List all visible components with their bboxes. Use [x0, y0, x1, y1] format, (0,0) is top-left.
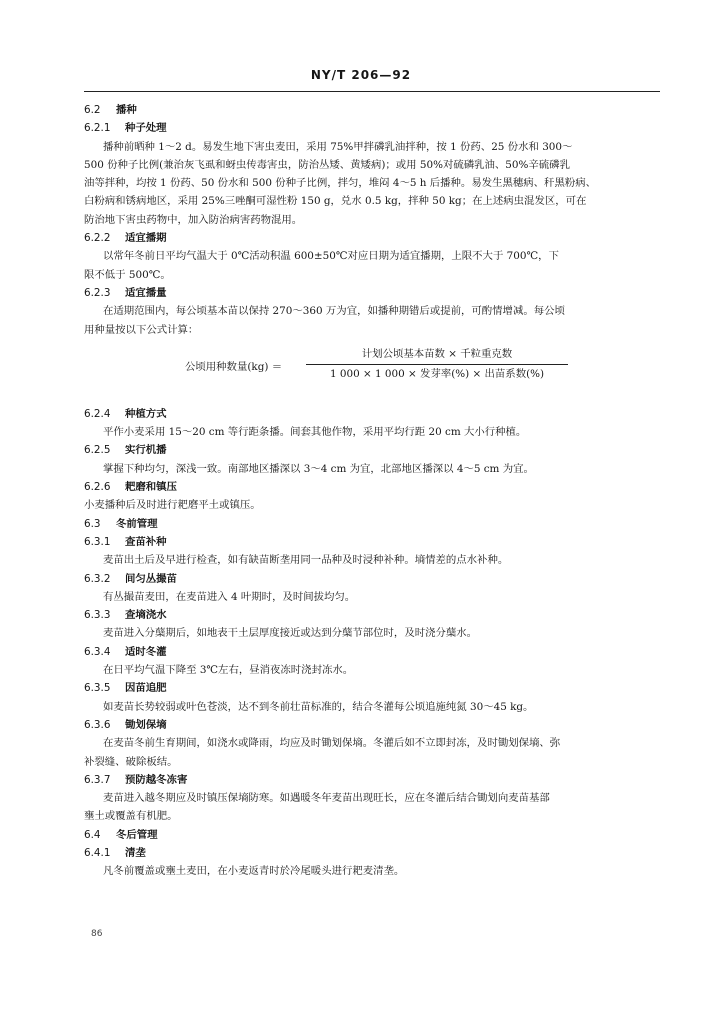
page-number: 86	[91, 929, 103, 939]
section-title: 锄划保墒	[125, 718, 167, 731]
section-title: 种植方式	[125, 407, 167, 420]
section-title: 种子处理	[125, 122, 167, 135]
section-title: 间匀丛撮苗	[125, 572, 177, 585]
section-title: 适时冬灌	[125, 645, 167, 658]
section-title: 因苗追肥	[125, 682, 167, 695]
section-6-3	[84, 515, 664, 533]
paragraph-line: 用种量按以下公式计算：	[84, 323, 199, 336]
paragraph-line: 有丛撮苗麦田，在麦苗进入 4 叶期时，及时间拔均匀。	[103, 590, 356, 603]
paragraph-line: 限不低于 500℃。	[84, 268, 171, 281]
section-number: 6.2.5	[84, 444, 111, 457]
paragraph-line: 油等拌种，均按 1 份药、50 份水和 500 份种子比例，拌匀，堆闷 4～5 h 后播种。易发生黑穗病、秆黑粉病、	[84, 177, 597, 190]
section-number: 6.2.3	[84, 286, 111, 299]
section-6-3-1	[84, 533, 664, 551]
section-6-2-3	[84, 284, 664, 302]
section-6-2-5	[84, 441, 664, 459]
paragraph-line: 在麦苗冬前生育期间，如浇水或降雨，均应及时锄划保墒。冬灌后如不立即封冻，及时锄划保墒、弥	[103, 737, 561, 750]
section-title: 清垄	[125, 846, 146, 859]
paragraph-line: 如麦苗长势较弱或叶色苍淡，达不到冬前壮苗标准的，结合冬灌每公顷追施纯氮 30～45 kg。	[103, 700, 534, 713]
paragraph-line: 在适期范围内，每公顷基本苗以保持 270～360 万为宜，如播种期错后或提前，可酌情增减。每公顷	[103, 305, 565, 318]
paragraph-line: 凡冬前覆盖或壅土麦田，在小麦返青时於冷尾暖头进行耙麦清垄。	[103, 865, 405, 878]
section-6-3-7	[84, 771, 664, 789]
section-title: 预防越冬冻害	[125, 773, 188, 786]
section-number: 6.4	[84, 828, 101, 841]
section-title: 实行机播	[125, 444, 167, 457]
section-6-3-3	[84, 606, 664, 624]
section-title: 适宜播量	[125, 286, 167, 299]
paragraph-line: 以常年冬前日平均气温大于 0℃活动积温 600±50℃对应日期为适宜播期，上限不大于 700℃，下	[103, 250, 559, 263]
seeding-rate-formula	[84, 345, 664, 391]
paragraph-line: 掌握下种均匀，深浅一致。南部地区播深以 3～4 cm 为宜，北部地区播深以 4～5 cm 为宜。	[103, 462, 534, 475]
paragraph-line: 500 份种子比例(兼治灰飞虱和蚜虫传毒害虫，防治丛矮、黄矮病)；或用 50%对硫磷乳油、50%辛硫磷乳	[84, 158, 570, 171]
section-title: 耙磨和镇压	[125, 481, 177, 494]
document-body	[84, 101, 664, 881]
section-6-3-4	[84, 643, 664, 661]
paragraph-line: 小麦播种后及时进行耙磨平土或镇压。	[84, 499, 261, 512]
paragraph-line: 壅土或覆盖有机肥。	[84, 810, 178, 823]
section-number: 6.3.2	[84, 572, 111, 585]
section-6-2-4	[84, 405, 664, 423]
section-6-4-1	[84, 844, 664, 862]
section-number: 6.2.6	[84, 481, 111, 494]
section-number: 6.3.7	[84, 773, 111, 786]
section-title: 适宜播期	[125, 232, 167, 245]
section-number: 6.2.4	[84, 407, 111, 420]
section-6-4	[84, 826, 664, 844]
formula-numerator: 计划公顷基本苗数 × 千粒重克数	[361, 347, 513, 360]
section-title: 播种	[116, 104, 137, 116]
section-6-2-6	[84, 478, 664, 496]
paragraph-line: 白粉病和锈病地区，采用 25%三唑酮可湿性粉 150 g，兑水 0.5 kg，拌种 50 kg；在上述病虫混发区，可在	[84, 195, 587, 208]
section-title: 冬后管理	[116, 828, 158, 841]
section-number: 6.3.5	[84, 682, 111, 695]
section-6-3-6	[84, 716, 664, 734]
section-title: 冬前管理	[116, 517, 158, 530]
section-6-3-2	[84, 570, 664, 588]
paragraph-line: 防治地下害虫药物中，加入防治病害药物混用。	[84, 213, 303, 226]
section-number: 6.2	[84, 104, 101, 116]
section-number: 6.2.2	[84, 232, 111, 245]
section-title: 查墒浇水	[125, 609, 167, 622]
formula-denominator: 1 000 × 1 000 × 发芽率(%) × 出苗系数(%)	[329, 367, 545, 380]
section-number: 6.2.1	[84, 122, 111, 135]
formula-label: 公顷用种数量(kg) ＝	[185, 360, 283, 373]
paragraph-line: 麦苗进入分蘖期后，如地表干土层厚度接近或达到分蘖节部位时，及时浇分蘖水。	[103, 627, 478, 640]
section-6-3-5	[84, 679, 664, 697]
section-6-2	[84, 101, 664, 119]
header-rule	[84, 91, 660, 92]
section-number: 6.3.3	[84, 609, 111, 622]
paragraph-line: 麦苗进入越冬期应及时镇压保墒防寒。如遇暖冬年麦苗出现旺长，应在冬灌后结合锄划向麦苗基部	[103, 792, 550, 805]
section-number: 6.3.4	[84, 645, 111, 658]
standard-code-header: NY/T 206—92	[310, 68, 412, 82]
paragraph-line: 平作小麦采用 15～20 cm 等行距条播。间套其他作物，采用平均行距 20 cm 大小行种植。	[103, 426, 527, 439]
section-title: 查苗补种	[125, 535, 167, 548]
section-number: 6.3	[84, 517, 101, 530]
section-6-2-1	[84, 119, 664, 137]
section-number: 6.4.1	[84, 846, 111, 859]
paragraph-line: 补裂缝、破除板结。	[84, 755, 178, 768]
spacer	[84, 395, 664, 405]
paragraph-line: 在日平均气温下降至 3℃左右，昼消夜冻时浇封冻水。	[103, 664, 354, 677]
section-number: 6.3.1	[84, 535, 111, 548]
paragraph-line: 播种前晒种 1～2 d。易发生地下害虫麦田，采用 75%甲拌磷乳油拌种，按 1 份药、25 份水和 300～	[103, 140, 573, 153]
section-6-2-2	[84, 229, 664, 247]
paragraph-line: 麦苗出土后及早进行检查，如有缺苗断垄用同一品种及时浸种补种。墒情差的点水补种。	[103, 554, 509, 567]
section-number: 6.3.6	[84, 718, 111, 731]
